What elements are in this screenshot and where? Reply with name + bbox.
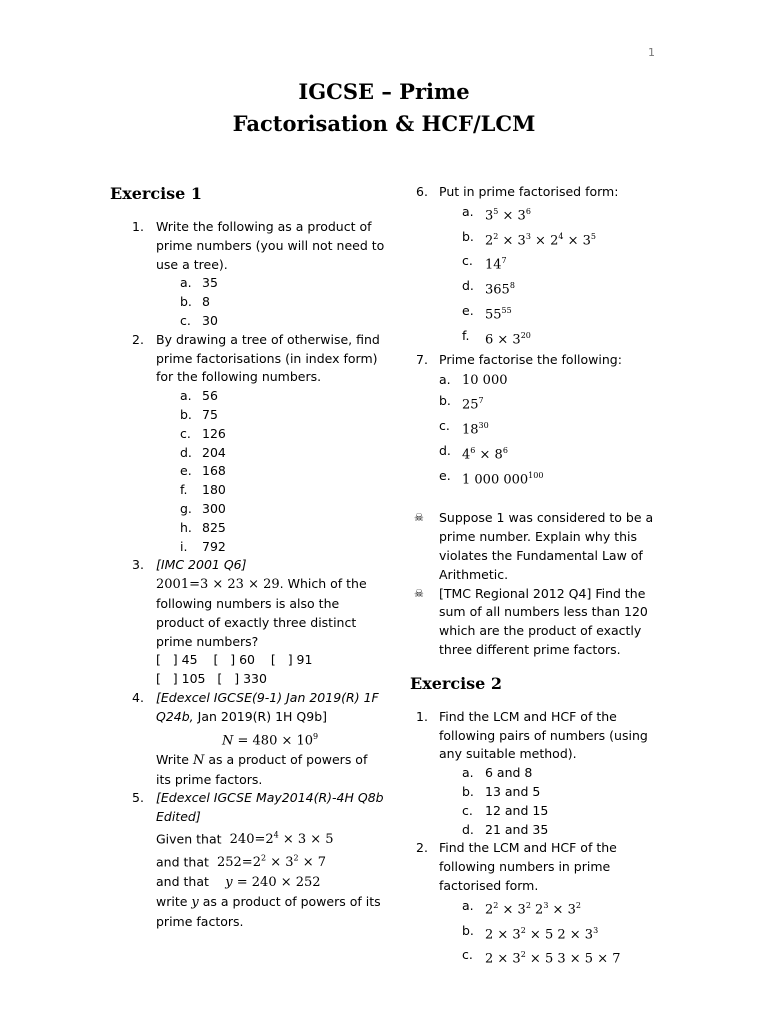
ex1-question-2 <box>110 331 385 387</box>
title-line-1: IGCSE – Prime <box>298 79 470 104</box>
question-number: 2. <box>416 840 428 856</box>
question-text: Find the LCM and HCF of the following numbers in prime factorised form. <box>439 840 617 893</box>
given-line: Given that $240=2^4 \times 3 \times 5$ <box>156 831 334 848</box>
list-item: c. 12 and 15 <box>462 802 549 818</box>
list-item: d. $365^8$ <box>462 278 515 298</box>
question-number: 6. <box>416 184 428 199</box>
question-number: 1. <box>132 219 144 234</box>
answer-options: [ ] 105 [ ] 330 <box>156 671 267 687</box>
question-number: 2. <box>132 331 144 347</box>
question-text: Put in prime factorised form: <box>439 184 619 199</box>
page-number: 1 <box>648 46 655 59</box>
list-item: h. 825 <box>180 519 226 535</box>
list-item: b. 8 <box>180 294 210 310</box>
list-item: f. $6 \times 3^{20}$ <box>462 327 531 348</box>
question-text: By drawing a tree of otherwise, find prime factorisations (in index form) for the following numbers. <box>156 331 380 385</box>
list-item: e. 1 000 $000^{100}$ <box>439 467 544 487</box>
ex2-question-2 <box>410 839 670 895</box>
question-source: [Edexcel IGCSE May2014(R)-4H Q8b Edited] <box>156 790 384 825</box>
skull-icon: ☠ <box>414 586 424 600</box>
question-number: 4. <box>132 689 144 705</box>
list-item: g. 300 <box>180 500 226 516</box>
list-item: a. $3^5 \times 3^6$ <box>462 203 531 224</box>
list-item: i. 792 <box>180 538 226 554</box>
list-item: e. $55^{55}$ <box>462 303 512 323</box>
list-item: c. $18^{30}$ <box>439 417 489 438</box>
question-text: Write N as a product of powers of its prime factors. <box>156 751 368 787</box>
given-line: and that y = 240 × 252 <box>156 874 321 891</box>
question-text: Suppose 1 was considered to be a prime number. Explain why this violates the Fundamental Law of Arithmetic. <box>439 510 654 582</box>
ex1-question-6 <box>410 183 670 202</box>
list-item: e. 168 <box>180 463 226 479</box>
exercise-2-heading: Exercise 2 <box>410 673 503 693</box>
question-source: [IMC 2001 Q6] <box>156 557 247 573</box>
list-item: d. 204 <box>180 444 226 460</box>
list-item: b. 75 <box>180 406 218 422</box>
list-item: a. 10 000 <box>439 371 508 388</box>
ex1-question-5 <box>110 789 385 827</box>
equation: $N = 480 \times 10^9$ <box>222 731 319 748</box>
question-text: write y as a product of powers of its prime factors. <box>156 894 381 929</box>
ex1-question-7 <box>410 351 670 370</box>
list-item: f. 180 <box>180 482 226 498</box>
title-line-2: Factorisation & HCF/LCM <box>232 111 536 136</box>
ex1-question-1 <box>110 218 385 274</box>
answer-options: [ ] 45 [ ] 60 [ ] 91 <box>156 652 313 668</box>
list-item: a. 56 <box>180 388 218 404</box>
exercise-1-heading: Exercise 1 <box>110 184 203 203</box>
list-item: b. $2 \times 3^2 \times 5$ $2 \times 3^3$ <box>462 922 599 942</box>
question-text: Find the LCM and HCF of the following pairs of numbers (using any suitable method). <box>439 708 648 762</box>
list-item: a. $2^2 \times 3^2$ $2^3 \times 3^2$ <box>462 897 581 918</box>
skull-icon: ☠ <box>414 511 424 525</box>
list-item: b. $2^2 \times 3^3 \times 2^4 \times 3^5$ <box>462 228 596 248</box>
question-source: Jan 2019(R) 1H Q9b] <box>193 708 328 724</box>
list-item: c. 126 <box>180 425 226 441</box>
list-item: d. $4^6 \times 8^6$ <box>439 442 508 463</box>
list-item: c. $2 \times 3^2 \times 5$ 3 × 5 × 7 <box>462 947 621 967</box>
list-item: c. $14^7$ <box>462 253 507 273</box>
ex1-question-4 <box>110 689 385 727</box>
left-column <box>110 182 385 932</box>
list-item: a. 35 <box>180 275 218 291</box>
page-title <box>0 76 768 140</box>
question-number: 3. <box>132 557 144 573</box>
list-item: b. 13 and 5 <box>462 783 541 799</box>
question-source: [Edexcel IGCSE(9-1) Jan 2019(R) 1F Q24b, <box>156 689 379 724</box>
right-column <box>410 183 670 970</box>
list-item: a. 6 and 8 <box>462 765 533 781</box>
list-item: c. 30 <box>180 312 218 328</box>
question-text: 2001=3 × 23 × 29. Which of the following numbers is also the product of exactly three distinct prime numbers? <box>156 576 367 649</box>
list-item: d. 21 and 35 <box>462 821 549 837</box>
question-text: Prime factorise the following: <box>439 351 622 367</box>
list-item: b. $25^7$ <box>439 393 484 413</box>
challenge-question-1 <box>410 509 670 584</box>
given-line: and that $252=2^2 \times 3^2 \times 7$ <box>156 854 327 871</box>
question-text: [TMC Regional 2012 Q4] Find the sum of all numbers less than 120 which are the product of exactly three different prime factors. <box>439 585 648 657</box>
challenge-question-2 <box>410 585 670 660</box>
ex1-question-3 <box>110 556 385 575</box>
question-number: 1. <box>416 708 428 724</box>
question-number: 5. <box>132 790 144 806</box>
question-text: Write the following as a product of prime numbers (you will not need to use a tree). <box>156 219 385 272</box>
ex2-question-1 <box>410 708 670 764</box>
question-number: 7. <box>416 351 428 367</box>
